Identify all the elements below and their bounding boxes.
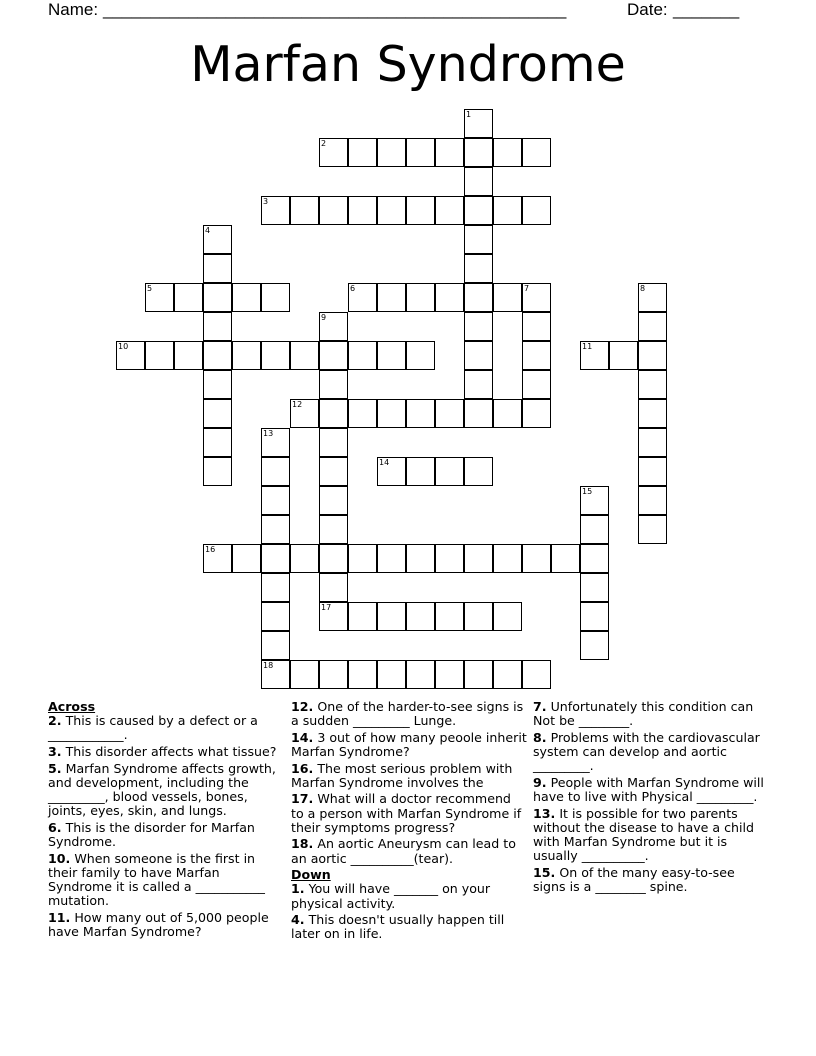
grid-cell[interactable] [203, 312, 232, 341]
clue-number: 10. [48, 850, 71, 866]
grid-cell[interactable] [493, 399, 522, 428]
clue-number: 6. [48, 819, 62, 835]
clue-down-7 [533, 700, 769, 728]
clue-across-18 [291, 837, 527, 865]
grid-cell[interactable] [638, 399, 667, 428]
grid-cell[interactable] [638, 341, 667, 370]
grid-cell[interactable] [348, 399, 377, 428]
cell-number: 15 [582, 487, 593, 496]
cell-number: 3 [263, 197, 269, 206]
cell-number: 8 [640, 284, 646, 293]
grid-cell[interactable] [493, 544, 522, 573]
grid-cell[interactable] [522, 399, 551, 428]
grid-cell[interactable] [464, 341, 493, 370]
grid-cell[interactable] [174, 283, 203, 312]
clue-across-3 [48, 745, 284, 759]
grid-cell[interactable] [319, 515, 348, 544]
grid-cell[interactable] [522, 312, 551, 341]
grid-cell[interactable] [522, 283, 551, 312]
clue-text: This is caused by a defect or a ____________. [48, 713, 258, 743]
grid-cell[interactable] [406, 602, 435, 631]
grid-cell[interactable] [232, 283, 261, 312]
grid-cell[interactable] [435, 660, 464, 689]
clue-text: Unfortunately this condition can Not be ________. [533, 699, 754, 729]
grid-cell[interactable] [638, 370, 667, 399]
cell-number: 7 [524, 284, 530, 293]
grid-cell[interactable] [261, 486, 290, 515]
grid-cell[interactable] [377, 341, 406, 370]
grid-cell[interactable] [319, 457, 348, 486]
grid-cell[interactable] [464, 225, 493, 254]
cell-number: 17 [321, 603, 332, 612]
grid-cell[interactable] [638, 515, 667, 544]
grid-cell[interactable] [435, 283, 464, 312]
clue-number: 11. [48, 909, 71, 925]
grid-cell[interactable] [348, 283, 377, 312]
grid-cell[interactable] [638, 486, 667, 515]
cell-number: 1 [466, 110, 472, 119]
clues-column-3 [533, 700, 769, 897]
clue-number: 17. [291, 791, 314, 807]
clue-number: 14. [291, 729, 314, 745]
grid-cell[interactable] [319, 486, 348, 515]
clue-text: 3 out of how many peoole inherit Marfan Syndrome? [291, 729, 527, 759]
grid-cell[interactable] [406, 196, 435, 225]
grid-cell[interactable] [435, 457, 464, 486]
clue-number: 4. [291, 912, 305, 928]
grid-cell[interactable] [348, 660, 377, 689]
grid-cell[interactable] [464, 457, 493, 486]
grid-cell[interactable] [580, 573, 609, 602]
grid-cell[interactable] [145, 283, 174, 312]
grid-cell[interactable] [203, 341, 232, 370]
grid-cell[interactable] [464, 138, 493, 167]
grid-cell[interactable] [145, 341, 174, 370]
clue-text: It is possible for two parents without the disease to have a child with Marfan Syndrome but it is usually __________. [533, 805, 755, 864]
grid-cell[interactable] [319, 428, 348, 457]
clue-across-14 [291, 731, 527, 759]
grid-cell[interactable] [493, 283, 522, 312]
clue-down-15 [533, 866, 769, 894]
grid-cell[interactable] [522, 341, 551, 370]
clue-across-11 [48, 911, 284, 939]
grid-cell[interactable] [348, 341, 377, 370]
grid-cell[interactable] [174, 341, 203, 370]
clue-down-1 [291, 882, 527, 910]
cell-number: 2 [321, 139, 327, 148]
grid-cell[interactable] [116, 341, 145, 370]
grid-cell[interactable] [319, 573, 348, 602]
grid-cell[interactable] [377, 457, 406, 486]
grid-cell[interactable] [319, 399, 348, 428]
cell-number: 10 [118, 342, 129, 351]
grid-cell[interactable] [638, 428, 667, 457]
grid-cell[interactable] [319, 312, 348, 341]
grid-cell[interactable] [435, 196, 464, 225]
grid-cell[interactable] [406, 138, 435, 167]
grid-cell[interactable] [290, 196, 319, 225]
clue-down-9 [533, 776, 769, 804]
grid-cell[interactable] [493, 196, 522, 225]
clue-number: 16. [291, 760, 314, 776]
grid-cell[interactable] [348, 196, 377, 225]
clue-number: 1. [291, 881, 305, 897]
grid-cell[interactable] [464, 196, 493, 225]
grid-cell[interactable] [377, 138, 406, 167]
grid-cell[interactable] [638, 283, 667, 312]
clue-across-6 [48, 821, 284, 849]
clue-number: 7. [533, 699, 547, 714]
grid-cell[interactable] [290, 544, 319, 573]
clue-down-4 [291, 913, 527, 941]
grid-cell[interactable] [638, 457, 667, 486]
grid-cell[interactable] [348, 138, 377, 167]
grid-cell[interactable] [377, 196, 406, 225]
clue-number: 15. [533, 864, 556, 880]
grid-cell[interactable] [580, 341, 609, 370]
clue-across-12 [291, 700, 527, 728]
grid-cell[interactable] [464, 167, 493, 196]
grid-cell[interactable] [261, 602, 290, 631]
grid-cell[interactable] [580, 631, 609, 660]
page-title: Marfan Syndrome [190, 36, 626, 93]
grid-cell[interactable] [319, 196, 348, 225]
grid-cell[interactable] [290, 399, 319, 428]
clues-column-1 [48, 700, 284, 942]
clue-number: 8. [533, 729, 547, 745]
grid-cell[interactable] [261, 341, 290, 370]
grid-cell[interactable] [522, 370, 551, 399]
grid-cell[interactable] [522, 660, 551, 689]
clue-text: One of the harder-to-see signs is a sudden _________ Lunge. [291, 699, 524, 729]
grid-cell[interactable] [464, 109, 493, 138]
grid-cell[interactable] [580, 602, 609, 631]
clue-number: 5. [48, 760, 62, 776]
grid-cell[interactable] [203, 399, 232, 428]
grid-cell[interactable] [348, 602, 377, 631]
date-blank[interactable]: _______ [673, 0, 740, 19]
grid-cell[interactable] [319, 660, 348, 689]
clue-number: 3. [48, 744, 62, 759]
clue-down-8 [533, 731, 769, 774]
clue-text: You will have _______ on your physical activity. [291, 881, 491, 911]
clue-text: People with Marfan Syndrome will have to live with Physical _________. [533, 774, 764, 804]
grid-cell[interactable] [203, 225, 232, 254]
clue-across-16 [291, 762, 527, 790]
grid-cell[interactable] [377, 660, 406, 689]
clue-text: How many out of 5,000 people have Marfan Syndrome? [48, 909, 269, 939]
grid-cell[interactable] [319, 602, 348, 631]
grid-cell[interactable] [261, 573, 290, 602]
grid-cell[interactable] [203, 254, 232, 283]
grid-cell[interactable] [464, 544, 493, 573]
grid-cell[interactable] [406, 660, 435, 689]
name-blank[interactable]: _________________________________________________ [103, 0, 567, 19]
grid-cell[interactable] [290, 341, 319, 370]
grid-cell[interactable] [261, 631, 290, 660]
clue-text: This is the disorder for Marfan Syndrome. [48, 819, 255, 849]
cell-number: 9 [321, 313, 327, 322]
grid-cell[interactable] [232, 341, 261, 370]
cell-number: 13 [263, 429, 274, 438]
date-label: Date: [627, 0, 668, 19]
grid-cell[interactable] [464, 254, 493, 283]
grid-cell[interactable] [406, 544, 435, 573]
clue-number: 13. [533, 805, 556, 821]
grid-cell[interactable] [580, 544, 609, 573]
grid-cell[interactable] [435, 138, 464, 167]
down-heading: Down [291, 867, 331, 883]
cell-number: 11 [582, 342, 593, 351]
clues-column-2 [291, 700, 527, 944]
grid-cell[interactable] [203, 370, 232, 399]
clue-text: This disorder affects what tissue? [65, 744, 277, 759]
grid-cell[interactable] [203, 544, 232, 573]
grid-cell[interactable] [203, 457, 232, 486]
grid-cell[interactable] [522, 544, 551, 573]
grid-cell[interactable] [261, 283, 290, 312]
grid-cell[interactable] [348, 544, 377, 573]
grid-cell[interactable] [406, 341, 435, 370]
grid-cell[interactable] [522, 196, 551, 225]
clue-across-5 [48, 762, 284, 819]
grid-cell[interactable] [261, 457, 290, 486]
cell-number: 4 [205, 226, 211, 235]
clue-text: On of the many easy-to-see signs is a ________ spine. [533, 864, 735, 894]
grid-cell[interactable] [551, 544, 580, 573]
grid-cell[interactable] [377, 283, 406, 312]
clue-text: Problems with the cardiovascular system can develop and aortic _________. [533, 729, 760, 774]
grid-cell[interactable] [406, 283, 435, 312]
clue-text: The most serious problem with Marfan Syndrome involves the [291, 760, 513, 790]
grid-cell[interactable] [493, 602, 522, 631]
grid-cell[interactable] [261, 196, 290, 225]
grid-cell[interactable] [464, 312, 493, 341]
name-label: Name: [48, 0, 99, 19]
cell-number: 6 [350, 284, 356, 293]
clue-text: When someone is the first in their family to have Marfan Syndrome it is called a ___________ mutation. [48, 850, 265, 909]
grid-cell[interactable] [377, 602, 406, 631]
grid-cell[interactable] [464, 602, 493, 631]
clue-text: This doesn't usually happen till later on in life. [291, 912, 505, 942]
grid-cell[interactable] [609, 341, 638, 370]
grid-cell[interactable] [522, 138, 551, 167]
clue-number: 18. [291, 836, 314, 852]
grid-cell[interactable] [377, 399, 406, 428]
grid-cell[interactable] [261, 428, 290, 457]
clue-text: An aortic Aneurysm can lead to an aortic __________(tear). [291, 836, 516, 866]
grid-cell[interactable] [464, 370, 493, 399]
grid-cell[interactable] [261, 544, 290, 573]
clue-number: 2. [48, 713, 62, 729]
clue-across-10 [48, 852, 284, 909]
clue-number: 12. [291, 699, 314, 714]
clue-text: Marfan Syndrome affects growth, and development, including the _________, blood vessels, bones, joints, eyes, skin, and lungs. [48, 760, 276, 819]
cell-number: 16 [205, 545, 216, 554]
grid-cell[interactable] [493, 660, 522, 689]
grid-cell[interactable] [377, 544, 406, 573]
grid-cell[interactable] [319, 138, 348, 167]
grid-cell[interactable] [580, 515, 609, 544]
clue-number: 9. [533, 774, 547, 790]
cell-number: 5 [147, 284, 153, 293]
grid-cell[interactable] [319, 544, 348, 573]
clue-text: What will a doctor recommend to a person with Marfan Syndrome if their symptoms progress? [291, 791, 522, 835]
grid-cell[interactable] [435, 602, 464, 631]
grid-cell[interactable] [203, 428, 232, 457]
clue-across-17 [291, 792, 527, 835]
cell-number: 18 [263, 661, 274, 670]
grid-cell[interactable] [580, 486, 609, 515]
grid-cell[interactable] [319, 341, 348, 370]
grid-cell[interactable] [203, 283, 232, 312]
grid-cell[interactable] [261, 660, 290, 689]
grid-cell[interactable] [464, 283, 493, 312]
grid-cell[interactable] [261, 515, 290, 544]
grid-cell[interactable] [435, 399, 464, 428]
cell-number: 12 [292, 400, 303, 409]
grid-cell[interactable] [464, 399, 493, 428]
grid-cell[interactable] [319, 370, 348, 399]
grid-cell[interactable] [232, 544, 261, 573]
grid-cell[interactable] [493, 138, 522, 167]
across-heading: Across [48, 699, 96, 714]
grid-cell[interactable] [435, 544, 464, 573]
grid-cell[interactable] [638, 312, 667, 341]
clue-down-13 [533, 807, 769, 864]
grid-cell[interactable] [290, 660, 319, 689]
clue-across-2 [48, 714, 284, 742]
grid-cell[interactable] [406, 399, 435, 428]
grid-cell[interactable] [406, 457, 435, 486]
grid-cell[interactable] [464, 660, 493, 689]
cell-number: 14 [379, 458, 390, 467]
